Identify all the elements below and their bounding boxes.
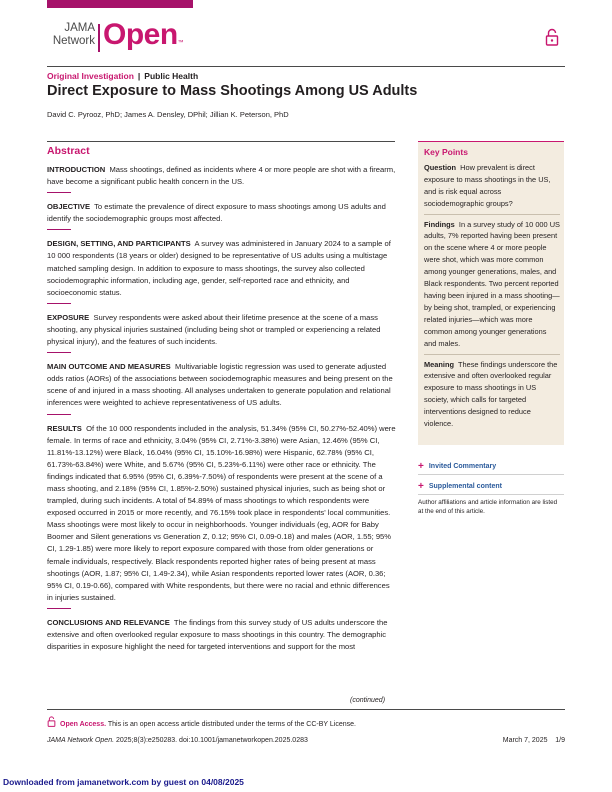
key-point-meaning: Meaning These findings underscore the extensive and often overlooked regular exposure to mass shootings in US society, which calls for targeted interventions designed to reduce violence. (424, 359, 558, 429)
section-divider (47, 303, 71, 304)
abstract-header (47, 141, 395, 156)
logo-divider (98, 24, 100, 52)
key-points-heading: Key Points (424, 147, 468, 157)
plus-icon: + (418, 481, 424, 492)
abstract-section-design: DESIGN, SETTING, AND PARTICIPANTS A survey was administered in January 2024 to a sample of 10 000 respondents (18 years or older) designed to be representative of US adults using a multistage matched sampling design. In addition to exposure to mass shootings, the survey also collected sociodemographic information, including age, gender, self-reported race and ethnicity, and socioeconomic status. (47, 239, 391, 297)
abstract-section-exposure: EXPOSURE Survey respondents were asked about their lifetime presence at the scene of a mass shooting, any physical injuries sustained (including being shot or trampled or experiencing a related physical injury), and the features of such incidents. (47, 312, 381, 347)
section-divider (47, 414, 71, 415)
download-watermark: Downloaded from jamanetwork.com by guest on 04/08/2025 (3, 777, 244, 787)
section-divider (47, 608, 71, 609)
top-accent-bar (47, 0, 193, 8)
open-access-lock-icon (47, 716, 56, 727)
abstract-section-outcomes: MAIN OUTCOME AND MEASURES Multivariable logistic regression was used to generate adjusted odds ratios (AORs) of the associations between sociodemographic measures and being present on the scene of and injured in a mass shooting. All analyses undertaken to generate population and relational inferences were weighted to achieve representativeness of US adults. (47, 362, 393, 408)
article-authors: David C. Pyrooz, PhD; James A. Densley, DPhil; Jillian K. Peterson, PhD (47, 110, 289, 119)
footer-date-page: March 7, 2025 1/9 (502, 737, 565, 744)
section-divider (47, 352, 71, 353)
key-point-question: Question How prevalent is direct exposure to mass shootings in the US, and is risk equal across sociodemographic groups? (424, 162, 551, 208)
abstract-section-results: RESULTS Of the 10 000 respondents included in the analysis, 51.34% (95% CI, 50.27%-52.40%) were female. In terms of race and ethnicity, 3.04% (95% CI, 2.71%-3.38%) were Asian, 12.46% (95% CI, 11.81%-13.12%) were Black, 16.04% (95% CI, 15.10%-16.98%) were Hispanic, 62.78% (95% CI, 61.73%-63.84%) were White, and 5.67% (95% CI, 5.23%-6.11%) were other race or ethnicity. The findings indicated that 6.95% (95% CI, 6.39%-7.50%) of respondents were present at the scene of a mass shooting, and 2.18% (95% CI, 1.85%-2.50%) sustained physical injuries, such as being shot or trampled, during such incidents. A total of 54.89% of mass shootings to which respondents were exposed occurred in 2015 or more recently, and 76.15% took place in respondents' local communities. Mass shootings were most likely to occur in neighborhoods. Younger individuals (eg, AOR for Baby Boomer and Silent generations vs Generation Z, 0.12; 95% CI, 0.09-0.18) and males (AOR, 1.55; 95% CI, 1.29-1.85) were more likely to report exposure compared with those from older generations or female individuals, respectively. Black respondents reported higher rates of being present at mass shootings (AOR, 1.87; 95% CI, 1.49-2.34), while Asian respondents reported lower rates (AOR, 0.36; 95% CI, 0.19-0.66), compared with White respondents, but there were no racial and ethnic differences in injuries sustained. (47, 423, 396, 602)
logo-line-jama: JAMA (64, 22, 95, 34)
plus-icon: + (418, 461, 424, 472)
sidebar-separator (418, 474, 564, 475)
key-point-findings: Findings In a survey study of 10 000 US adults, 7% reported having been present on the scene where 4 or more people were shot, which was more common among younger generations, males, and Black respondents. Two percent reported having been injured in a mass shooting—by being shot, trampled, or experiencing related injuries—which was more common among younger generations and males. (424, 219, 560, 348)
section-divider (47, 192, 71, 193)
supplemental-content-link[interactable]: + Supplemental content (418, 481, 502, 492)
abstract-section-objective: OBJECTIVE To estimate the prevalence of direct exposure to mass shootings among US adults and identify the sociodemographic groups most affected. (47, 202, 386, 224)
footer-citation: JAMA Network Open. 2025;8(3):e250283. doi:10.1001/jamanetworkopen.2025.0283 (47, 737, 308, 744)
open-access-lock-icon[interactable] (545, 28, 559, 51)
continued-note: (continued) (350, 697, 386, 704)
logo-line-network: Network (52, 35, 95, 47)
sidebar-separator (418, 494, 564, 495)
abstract-section-introduction: INTRODUCTION Mass shootings, defined as incidents where 4 or more people are shot with a firearm, have become a significant public health concern in the US. (47, 165, 396, 187)
footer-rule (47, 709, 565, 710)
article-title: Direct Exposure to Mass Shootings Among US Adults (47, 83, 418, 99)
article-type-line: Original Investigation | Public Health (47, 71, 199, 81)
article-section: Public Health (144, 71, 199, 81)
article-type: Original Investigation (47, 71, 134, 81)
key-points-divider (424, 354, 560, 355)
key-points-box (418, 141, 564, 445)
logo-jama-network (47, 22, 95, 48)
open-access-statement: Open Access. This is an open access article distributed under the terms of the CC-BY License. (47, 716, 356, 728)
abstract-body (47, 164, 397, 653)
affiliations-note: Author affiliations and article information are listed at the end of this article. (418, 499, 558, 515)
logo-open-wordmark: Open™ (103, 18, 184, 51)
abstract-section-conclusions: CONCLUSIONS AND RELEVANCE The findings from this survey study of US adults underscore the extensive and often overlooked regular exposure to mass shootings in this country. The demographic disparities in exposure highlight the need for targeted interventions and support for the most (47, 617, 388, 652)
section-divider (47, 229, 71, 230)
key-points-divider (424, 214, 560, 215)
abstract-heading: Abstract (47, 145, 90, 157)
header-rule (47, 66, 565, 67)
invited-commentary-link[interactable]: + Invited Commentary (418, 461, 497, 472)
